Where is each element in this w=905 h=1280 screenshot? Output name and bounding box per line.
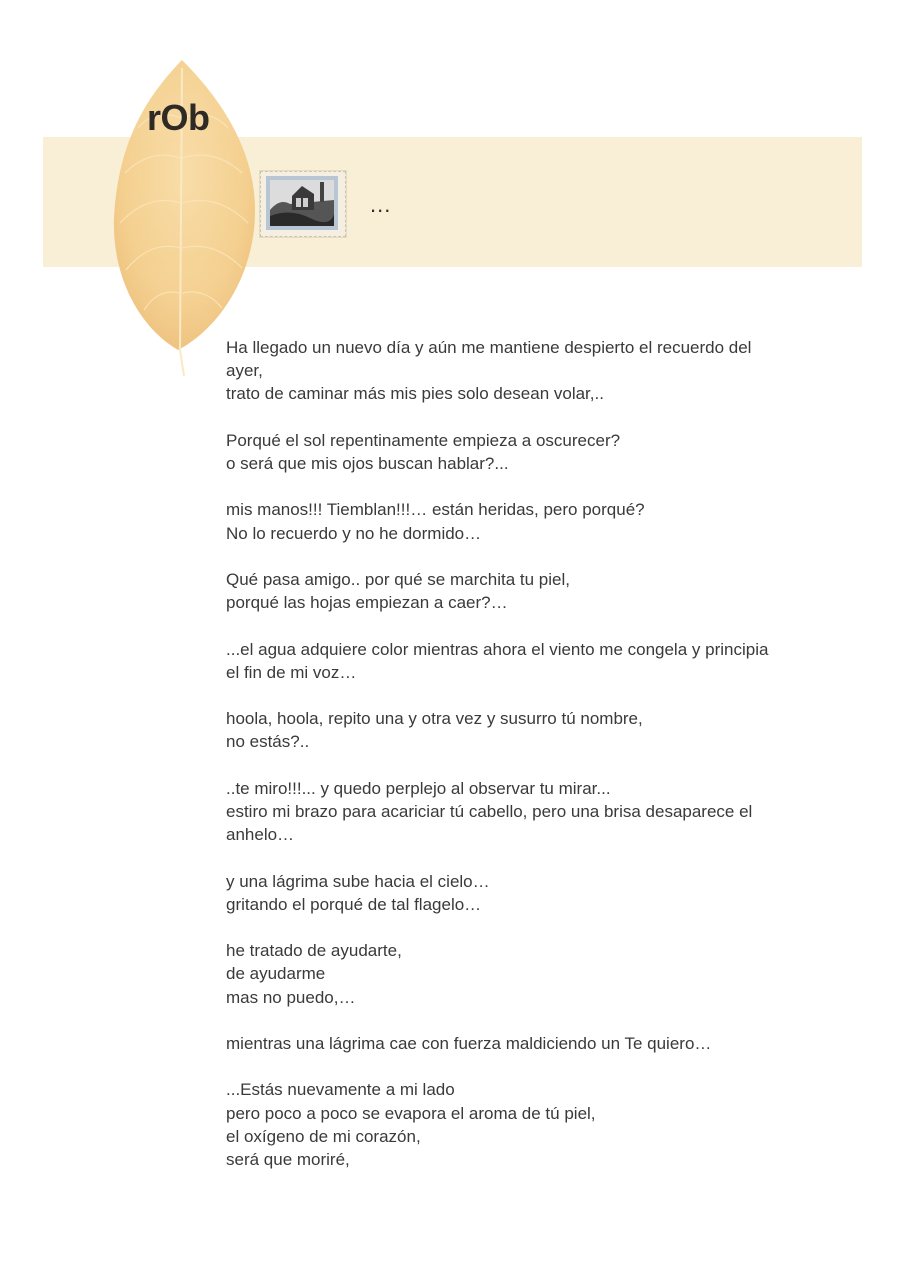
poem-line: no estás?.. xyxy=(226,732,310,752)
poem-line: pero poco a poco se evapora el aroma de tú piel, xyxy=(226,1103,596,1123)
poem-line: Qué pasa amigo.. por qué se marchita tu piel, xyxy=(226,569,570,589)
poem-line: de ayudarme xyxy=(226,964,326,984)
stanza xyxy=(226,1078,826,1171)
stanza xyxy=(226,1032,826,1055)
poem-line: gritando el porqué de tal flagelo… xyxy=(226,894,482,914)
stanza xyxy=(226,939,826,1009)
poem-line: trato de caminar más mis pies solo desean volar,.. xyxy=(226,384,604,404)
poem-line: ayer, xyxy=(226,361,263,381)
poem-body xyxy=(226,336,826,1194)
stanza xyxy=(226,777,826,847)
page-title: rOb xyxy=(147,97,210,138)
stanza xyxy=(226,870,826,916)
stanza xyxy=(226,498,826,544)
stanza xyxy=(226,568,826,614)
cabin-photo xyxy=(270,180,334,226)
poem-line: mas no puedo,… xyxy=(226,987,356,1007)
poem-line: el fin de mi voz… xyxy=(226,662,357,682)
cabin-photo-stamp xyxy=(260,171,346,237)
poem-line: ..te miro!!!... y quedo perplejo al observar tu mirar... xyxy=(226,778,611,798)
poem-line: ...Estás nuevamente a mi lado xyxy=(226,1080,455,1100)
poem-line: el oxígeno de mi corazón, xyxy=(226,1126,421,1146)
poem-line: mientras una lágrima cae con fuerza maldiciendo un Te quiero… xyxy=(226,1033,712,1053)
poem-line: será que moriré, xyxy=(226,1149,350,1169)
poem-line: No lo recuerdo y no he dormido… xyxy=(226,523,482,543)
stanza xyxy=(226,429,826,475)
poem-line: Ha llegado un nuevo día y aún me mantiene despierto el recuerdo del xyxy=(226,338,752,357)
stanza xyxy=(226,707,826,753)
poem-line: ...el agua adquiere color mientras ahora el viento me congela y principia xyxy=(226,639,769,659)
poem-line: hoola, hoola, repito una y otra vez y susurro tú nombre, xyxy=(226,709,643,729)
poem-line: he tratado de ayudarte, xyxy=(226,941,402,961)
page-subtitle: ... xyxy=(370,192,392,217)
stanza xyxy=(226,336,826,406)
poem-line: porqué las hojas empiezan a caer?… xyxy=(226,593,508,613)
poem-line: anhelo… xyxy=(226,825,295,845)
poem-line: o será que mis ojos buscan hablar?... xyxy=(226,454,509,473)
poem-line: Porqué el sol repentinamente empieza a oscurecer? xyxy=(226,430,621,450)
poem-line: y una lágrima sube hacia el cielo… xyxy=(226,871,490,891)
poem-line: estiro mi brazo para acariciar tú cabello, pero una brisa desaparece el xyxy=(226,801,753,821)
poem-line: mis manos!!! Tiemblan!!!… están heridas, pero porqué? xyxy=(226,500,645,520)
stanza xyxy=(226,638,826,684)
